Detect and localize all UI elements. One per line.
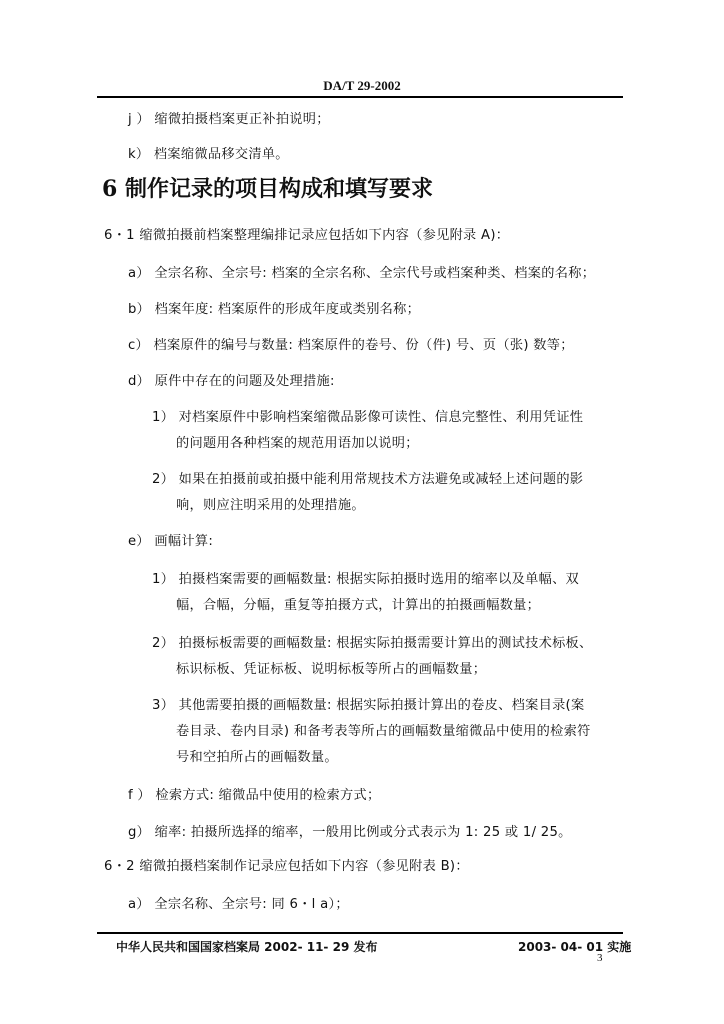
section-heading-6: 6 制作记录的项目构成和填写要求	[102, 176, 433, 202]
item-6-1-d-1: 1） 对档案原件中影响档案缩微品影像可读性、信息完整性、利用凭证性	[152, 410, 584, 425]
footer-rule	[97, 932, 623, 934]
item-6-1-d-1-cont: 的问题用各种档案的规范用语加以说明；	[176, 436, 419, 451]
issue-info: 中华人民共和国国家档案局 2002- 11- 29 发布	[116, 940, 378, 954]
item-6-1-d-2-cont: 响，则应注明采用的处理措施。	[176, 498, 365, 513]
item-6-1-e: e） 画幅计算:	[128, 534, 214, 549]
clause-6-2: 6・2 缩微拍摄档案制作记录应包括如下内容（参见附表 B)：	[104, 859, 469, 874]
item-6-1-e-2-cont: 标识标板、凭证标板、说明标板等所占的画幅数量；	[176, 662, 487, 677]
item-6-1-b: b） 档案年度: 档案原件的形成年度或类别名称；	[128, 302, 421, 317]
item-6-1-e-1-cont: 幅，合幅，分幅，重复等拍摄方式，计算出的拍摄画幅数量；	[176, 598, 541, 613]
item-6-1-d: d） 原件中存在的问题及处理措施:	[128, 374, 335, 389]
page-number: 3	[597, 952, 603, 964]
item-6-1-f: f ） 检索方式: 缩微品中使用的检索方式；	[128, 788, 381, 803]
item-6-1-e-3: 3） 其他需要拍摄的画幅数量: 根据实际拍摄计算出的卷皮、档案目录(案	[152, 698, 585, 713]
clause-6-1: 6・1 缩微拍摄前档案整理编排记录应包括如下内容（参见附录 A)：	[104, 228, 510, 243]
item-6-1-d-2: 2） 如果在拍摄前或拍摄中能利用常规技术方法避免或减轻上述问题的影	[152, 472, 584, 487]
item-6-1-e-3-cont2: 号和空拍所占的画幅数量。	[176, 750, 338, 765]
item-6-1-e-2: 2） 拍摄标板需要的画幅数量: 根据实际拍摄需要计算出的测试技术标板、	[152, 636, 593, 651]
item-6-2-a: a） 全宗名称、全宗号: 同 6・l a）；	[128, 897, 349, 912]
standard-code-header: DA/T 29-2002	[323, 78, 401, 93]
header-rule	[97, 96, 623, 98]
item-6-1-e-3-cont1: 卷目录、卷内目录) 和备考表等所占的画幅数量缩微品中使用的检索符	[176, 724, 591, 739]
list-item-k: k） 档案缩微品移交清单。	[128, 147, 289, 162]
item-6-1-c: c） 档案原件的编号与数量: 档案原件的卷号、份（件) 号、页（张) 数等；	[128, 338, 574, 353]
item-6-1-a: a） 全宗名称、全宗号: 档案的全宗名称、全宗代号或档案种类、档案的名称；	[128, 266, 596, 281]
item-6-1-g: g） 缩率: 拍摄所选择的缩率，一般用比例或分式表示为 1: 25 或 1/ 25。	[128, 825, 572, 840]
item-6-1-e-1: 1） 拍摄档案需要的画幅数量: 根据实际拍摄时选用的缩率以及单幅、双	[152, 572, 580, 587]
effective-date: 2003- 04- 01 实施	[518, 940, 632, 954]
list-item-j: j ） 缩微拍摄档案更正补拍说明；	[128, 112, 330, 127]
